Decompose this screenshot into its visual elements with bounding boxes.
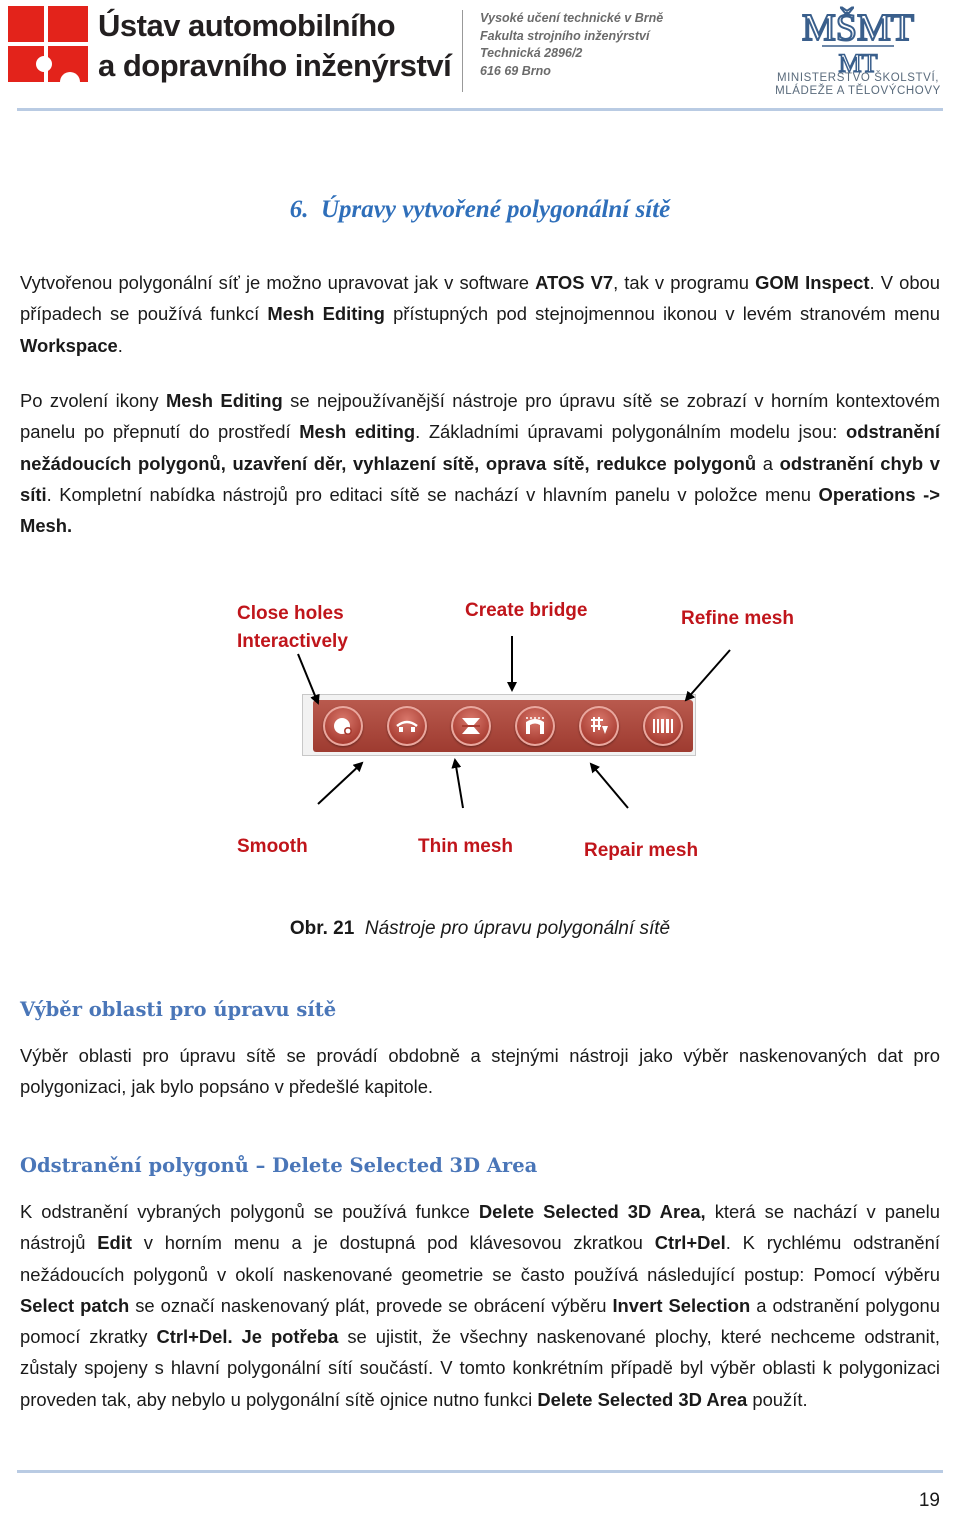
smooth-button[interactable] <box>387 706 427 746</box>
section-heading-selection: Výběr oblasti pro úpravu sítě <box>20 998 337 1021</box>
section-heading-delete: Odstranění polygonů – Delete Selected 3D Area <box>20 1154 538 1177</box>
text-run: se označí naskenovaný plát, provede se obrácení výběru <box>129 1294 613 1316</box>
footer-rule <box>17 1470 943 1473</box>
toolbar-strip <box>313 700 693 752</box>
text-run: K odstranění vybraných polygonů se používá funkce <box>20 1201 479 1222</box>
arrow-thin-mesh <box>455 760 463 808</box>
close-holes-icon <box>331 714 355 738</box>
callout-repair-mesh: Repair mesh <box>584 840 699 861</box>
text-run: a odstranění polygonu pomocí zkratky <box>20 1294 940 1348</box>
callout-thin-mesh: Thin mesh <box>418 836 514 857</box>
repair-mesh-button[interactable] <box>579 706 619 746</box>
text-run: se nejpoužívanější nástroje pro úpravu sítě se zobrazí v horním kontextovém panelu po přepnutí do prostředí <box>20 390 940 443</box>
figure-caption <box>0 918 960 940</box>
svg-text:ΜΤ: ΜΤ <box>838 49 878 78</box>
text-run: použít. <box>747 1388 808 1410</box>
close-holes-button[interactable] <box>323 706 363 746</box>
bold-run: Edit <box>97 1232 132 1254</box>
chapter-title <box>0 196 960 224</box>
mesh-editing-toolbar <box>302 694 696 756</box>
callout-refine-mesh: Refine mesh <box>681 608 794 629</box>
text-run: a <box>756 452 780 474</box>
bold-run: Select patch <box>20 1294 130 1316</box>
bold-run: Ctrl+Del <box>654 1232 726 1254</box>
header-divider <box>462 10 463 92</box>
bold-run: Operations -> Mesh. <box>20 483 940 537</box>
ministry-logo-abbr: MŠMT <box>802 7 914 49</box>
bold-run: Delete Selected 3D Area, <box>478 1201 706 1222</box>
bold-run: Ctrl+Del. <box>156 1326 233 1348</box>
text-run: Vytvořenou polygonální síť je možno upravovat jak v software <box>20 272 536 293</box>
chapter-title-text: Úpravy vytvořené polygonální sítě <box>321 196 671 223</box>
bold-run: Invert Selection <box>612 1294 751 1316</box>
ministry-line2: MLÁDEŽE A TĚLOVÝCHOVY <box>775 85 941 97</box>
caption-text: Nástroje pro úpravu polygonální sítě <box>364 918 671 939</box>
ministry-name <box>760 72 956 98</box>
ministry-line1: MINISTERSTVO ŠKOLSTVÍ, <box>776 72 940 84</box>
callout-line: Close holes <box>237 603 344 624</box>
bold-run: ATOS V7 <box>535 272 614 293</box>
text-run: v horním menu a je dostupná pod klávesovou zkratkou <box>131 1232 655 1254</box>
caption-label: Obr. 21 <box>289 918 355 939</box>
chapter-number: 6. <box>289 196 309 223</box>
text-run: . Základními úpravami polygonálním modelu jsou: <box>415 421 846 443</box>
institute-name <box>98 6 451 86</box>
institute-logo-mark <box>8 6 92 86</box>
institute-name-line1: Ústav automobilního <box>98 8 396 43</box>
arrow-smooth <box>318 763 362 804</box>
bold-run: Mesh Editing <box>267 303 385 325</box>
delete-paragraph <box>20 1196 940 1415</box>
mesh-editing-paragraph <box>20 385 940 541</box>
arrow-refine-mesh <box>686 650 730 700</box>
text-run: . <box>117 334 123 356</box>
thin-mesh-button[interactable] <box>515 706 555 746</box>
school-line: Technická 2896/2 <box>480 46 583 60</box>
bold-run: odstranění chyb v síti <box>20 452 940 505</box>
page-number: 19 <box>918 1490 940 1511</box>
text-run: , tak v programu <box>613 272 756 293</box>
selection-paragraph: Výběr oblasti pro úpravu sítě se provádí obdobně a stejnými nástroji jako výběr naskenovaných dat pro polygonizaci, jak bylo popsáno v předešlé kapitole. <box>20 1045 940 1098</box>
callout-close-holes <box>237 600 348 656</box>
create-bridge-icon <box>459 714 483 738</box>
school-line: 616 69 Brno <box>480 63 551 78</box>
refine-mesh-button[interactable] <box>643 706 683 746</box>
create-bridge-button[interactable] <box>451 706 491 746</box>
smooth-icon <box>395 714 419 738</box>
ministry-logo-mark <box>802 6 914 78</box>
text-run: . K rychlému odstranění nežádoucích polygonů v okolí naskenované geometrie se často používá následující postup: Pomocí výběru <box>20 1232 940 1285</box>
refine-mesh-icon <box>651 714 675 738</box>
bold-run: Workspace <box>20 334 118 356</box>
intro-paragraph <box>20 267 940 361</box>
bold-run: Delete Selected 3D Area <box>537 1388 748 1410</box>
text-run: Po zvolení ikony <box>20 390 166 411</box>
arrow-repair-mesh <box>591 764 628 808</box>
repair-mesh-icon <box>587 714 611 738</box>
school-line: Vysoké učení technické v Brně <box>480 11 664 25</box>
bold-run: Mesh Editing <box>165 390 283 411</box>
text-run: se ujistit, že všechny naskenované plochy, které nechceme odstranit, zůstaly spojeny s hlavní polygonální sítí součástí. V tomto konkrétním případě byl výběr oblasti k polygonizaci proveden tak, aby nebylo u polygonální sítě ojnice nutno funkci <box>20 1326 940 1410</box>
text-run: . Kompletní nabídka nástrojů pro editaci sítě se nachází v hlavním panelu v položce menu <box>46 483 819 505</box>
header-rule <box>17 108 943 111</box>
callout-smooth: Smooth <box>237 836 308 857</box>
bold-run: odstranění nežádoucích polygonů, uzavření děr, vyhlazení sítě, oprava sítě, redukce polygonů <box>20 421 940 474</box>
bold-run: Je potřeba <box>241 1326 339 1348</box>
bold-run: Mesh editing <box>299 421 416 443</box>
text-run: . V obou případech se používá funkcí <box>20 272 941 325</box>
text-run: která se nachází v panelu nástrojů <box>20 1201 940 1254</box>
callout-line: Interactively <box>237 631 348 652</box>
institute-name-line2: a dopravního inženýrství <box>98 48 452 83</box>
school-address <box>480 10 663 80</box>
text-run <box>233 1326 242 1347</box>
thin-mesh-icon <box>523 714 547 738</box>
school-line: Fakulta strojního inženýrství <box>480 28 650 43</box>
text-run: přístupných pod stejnojmennou ikonou v levém stranovém menu <box>384 303 940 325</box>
callout-create-bridge: Create bridge <box>465 600 588 621</box>
bold-run: GOM Inspect <box>755 272 870 293</box>
